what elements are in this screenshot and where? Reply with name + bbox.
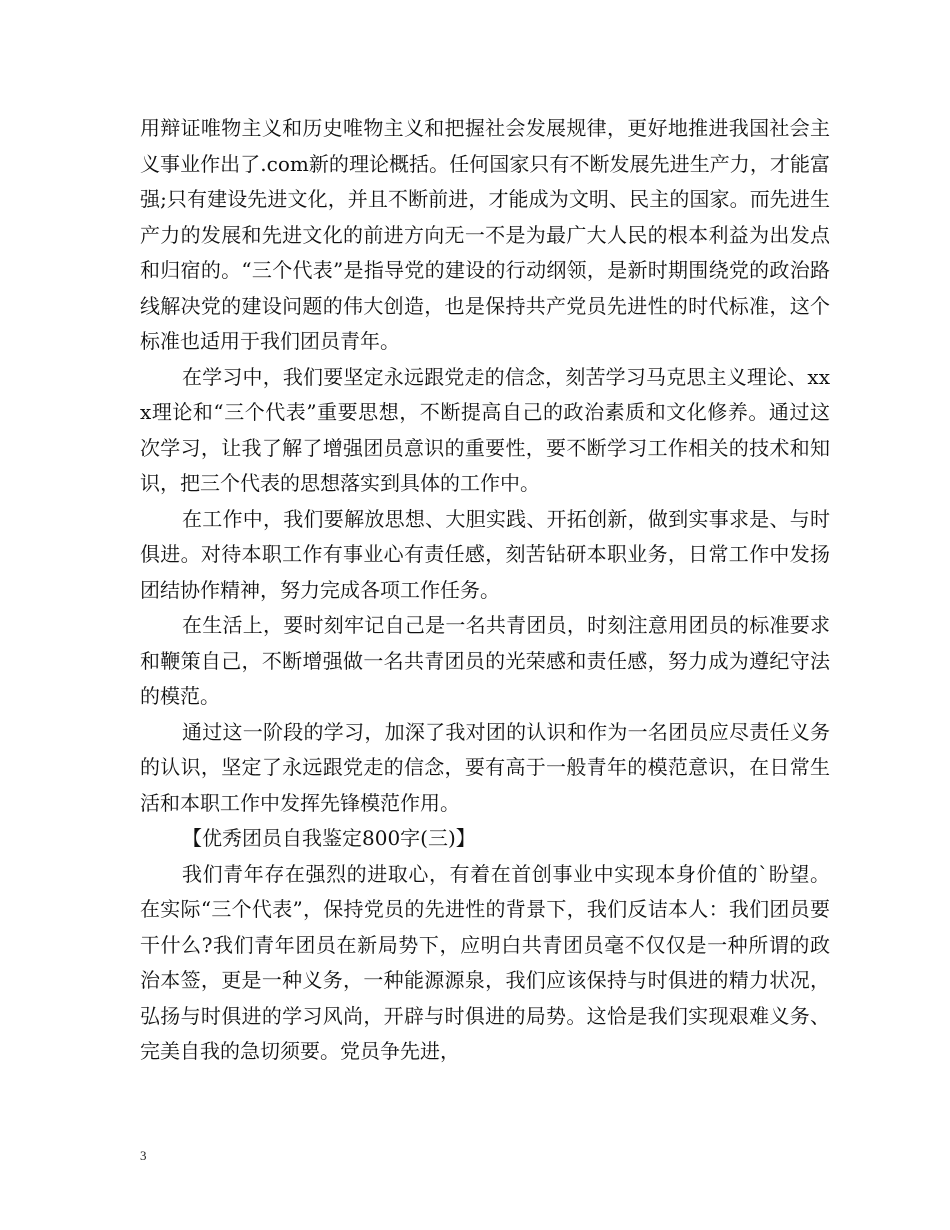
- section-heading: 【优秀团员自我鉴定800字(三)】: [182, 826, 476, 850]
- paragraph-6: 我们青年存在强烈的进取心，有着在首创事业中实现本身价值的`盼望。在实际“三个代表”，保持党员的先进性的背景下，我们反诘本人：我们团员要干什么?我们青年团员在新局势下，应明白共青团员毫不仅仅是一种所谓的政治本签，更是一种义务，一种能源源泉，我们应该保持与时俱进的精力状况，弘扬与时俱进的学习风尚，开辟与时俱进的局势。这恰是我们实现艰难义务、完美自我的急切须要。党员争先进，: [140, 861, 830, 1063]
- paragraph-4: 在生活上，要时刻牢记自己是一名共青团员，时刻注意用团员的标准要求和鞭策自己，不断增强做一名共青团员的光荣感和责任感，努力成为遵纪守法的模范。: [140, 613, 830, 708]
- document-body: [140, 111, 830, 1070]
- paragraph-5: 通过这一阶段的学习，加深了我对团的认识和作为一名团员应尽责任义务的认识，坚定了永远跟党走的信念，要有高于一般青年的模范意识，在日常生活和本职工作中发挥先锋模范作用。: [140, 719, 830, 815]
- paragraph-3: 在工作中，我们要解放思想、大胆实践、开拓创新，做到实事求是、与时俱进。对待本职工作有事业心有责任感，刻苦钻研本职业务，日常工作中发扬团结协作精神，努力完成各项工作任务。: [140, 506, 830, 602]
- paragraph-1: 用辩证唯物主义和历史唯物主义和把握社会发展规律，更好地推进我国社会主义事业作出了.com新的理论概括。任何国家只有不断发展先进生产力，才能富强;只有建设先进文化，并且不断前进，才能成为文明、民主的国家。而先进生产力的发展和先进文化的前进方向无一不是为最广大人民的根本利益为出发点和归宿的。“三个代表”是指导党的建设的行动纲领，是新时期围绕党的政治路线解决党的建设问题的伟大创造，也是保持共产党员先进性的时代标准，这个标准也适用于我们团员青年。: [140, 116, 830, 353]
- paragraph-2: 在学习中，我们要坚定永远跟党走的信念，刻苦学习马克思主义理论、xxx理论和“三个代表”重要思想，不断提高自己的政治素质和文化修养。通过这次学习，让我了解了增强团员意识的重要性，要不断学习工作相关的技术和知识，把三个代表的思想落实到具体的工作中。: [140, 364, 830, 495]
- page-number: 3: [140, 1148, 147, 1163]
